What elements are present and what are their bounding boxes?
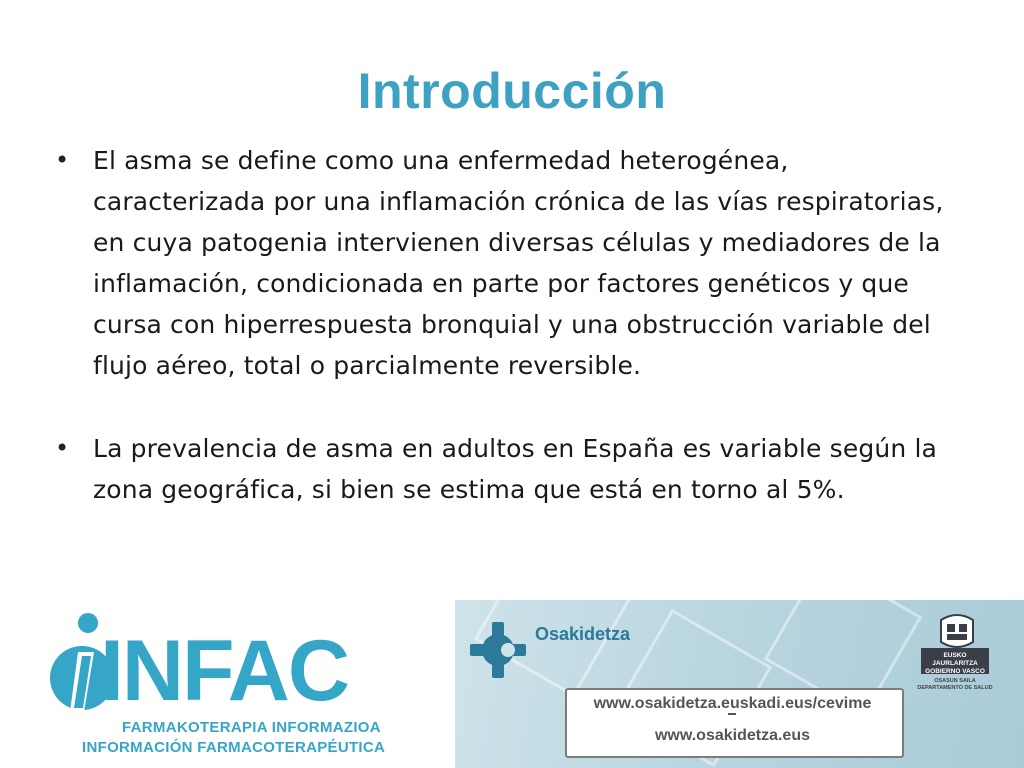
bullet-list xyxy=(55,140,965,510)
bullet-item-prevalence xyxy=(55,428,965,510)
bullet-marker: • xyxy=(55,434,70,462)
bullet-text: El asma se define como una enfermedad heterogénea, caracterizada por una inflamación crónica de las vías respiratorias, en cuya patogenia intervienen diversas células y mediadores de la inflamación, condicionada en parte por factores genéticos y que cursa con hiperrespuesta bronquial y una obstrucción variable del flujo aéreo, total o parcialmente reversible. xyxy=(93,146,944,380)
government-department xyxy=(915,678,995,692)
slide-title: Introducción xyxy=(357,63,667,119)
department-line2: DEPARTAMENTO DE SALUD xyxy=(917,685,993,691)
government-banner-line2: GOBIERNO VASCO xyxy=(925,668,985,675)
infac-subtitle-spanish: INFORMACIÓN FARMACOTERAPÉUTICA xyxy=(82,739,386,756)
cevime-url-link[interactable]: www.osakidetza.euskadi.eus/cevime xyxy=(593,695,872,712)
government-banner-line1: EUSKO JAURLARITZA xyxy=(932,652,978,667)
bullet-marker: • xyxy=(55,146,70,174)
bullet-item-definition xyxy=(55,140,965,386)
bullet-text: La prevalencia de asma en adultos en España es variable según la zona geográfica, si bien se estima que está en torno al 5%. xyxy=(93,434,938,504)
department-line1: OSASUN SAILA xyxy=(934,678,976,684)
osakidetza-url-link[interactable]: www.osakidetza.eus xyxy=(654,727,810,744)
osakidetza-cross-icon xyxy=(470,622,526,678)
url-separator xyxy=(728,713,736,715)
basque-government-shield-icon xyxy=(935,612,979,652)
government-banner xyxy=(921,648,989,674)
osakidetza-name: Osakidetza xyxy=(535,624,631,644)
infac-subtitle-basque: FARMAKOTERAPIA INFORMAZIOA xyxy=(122,719,381,736)
infac-logo-text: INFAC xyxy=(100,623,348,719)
